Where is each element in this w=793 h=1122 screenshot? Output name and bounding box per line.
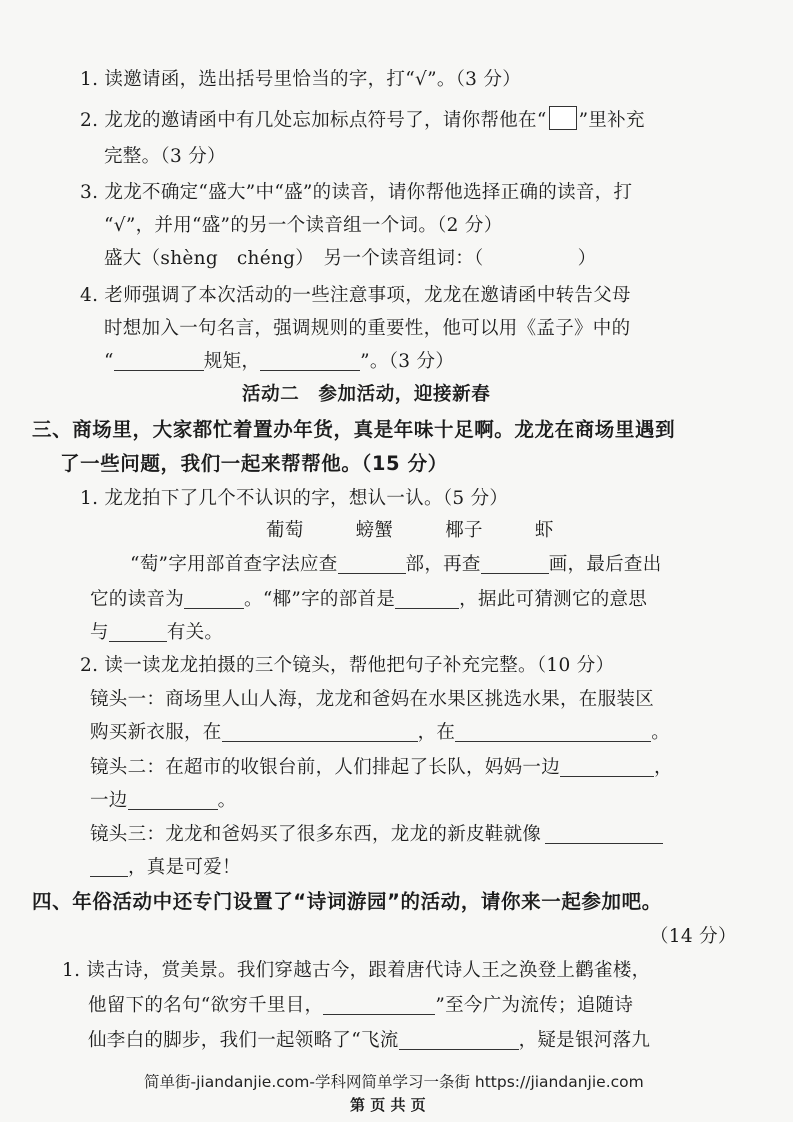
question-1-4-tail: ”。（3 分） bbox=[360, 351, 455, 372]
answer-blank[interactable] bbox=[481, 553, 549, 574]
text: ，在 bbox=[417, 722, 456, 743]
word-putao: 葡萄 bbox=[266, 520, 304, 541]
text: “萄”字用部首查字法应查 bbox=[130, 554, 338, 575]
text: 仙李白的脚步，我们一起领略了“飞流 bbox=[88, 1030, 399, 1051]
text: 。“椰”字的部首是 bbox=[244, 589, 396, 610]
punctuation-box bbox=[549, 106, 577, 130]
answer-blank[interactable] bbox=[114, 350, 204, 371]
question-1-4-line3 bbox=[104, 349, 454, 375]
shot-3-line1 bbox=[90, 822, 663, 848]
section-3-heading-line1: 三、商场里，大家都忙着置办年货，真是年味十足啊。龙龙在商场里遇到 bbox=[32, 418, 676, 441]
question-1-2-tail: ”里补充 bbox=[578, 110, 645, 131]
question-3-1: 1. 龙龙拍下了几个不认识的字，想认一认。（5 分） bbox=[80, 488, 509, 509]
answer-blank[interactable] bbox=[109, 621, 167, 642]
question-3-1-line2 bbox=[90, 587, 647, 613]
question-1-1: 1. 读邀请函，选出括号里恰当的字，打“√”。（3 分） bbox=[80, 69, 522, 90]
shot-2-line1 bbox=[90, 755, 673, 781]
answer-blank[interactable] bbox=[260, 350, 360, 371]
answer-blank[interactable] bbox=[545, 823, 663, 844]
question-1-4-mid: 规矩， bbox=[203, 351, 261, 372]
word-xia: 虾 bbox=[534, 520, 554, 541]
question-1-3-line3: 盛大（shèng chéng） 另一个读音组词：（ ） bbox=[104, 248, 597, 269]
answer-blank[interactable] bbox=[395, 588, 459, 609]
word-yezi: 椰子 bbox=[445, 520, 483, 541]
text: 镜头三：龙龙和爸妈买了很多东西，龙龙的新皮鞋就像 bbox=[90, 824, 542, 845]
text: ，真是可爱！ bbox=[128, 857, 241, 878]
answer-blank[interactable] bbox=[184, 588, 244, 609]
question-1-3-line1: 3. 龙龙不确定“盛大”中“盛”的读音，请你帮他选择正确的读音，打 bbox=[80, 182, 633, 203]
shot-3-line2 bbox=[90, 855, 241, 881]
activity-two-heading: 活动二 参加活动，迎接新春 bbox=[242, 384, 491, 405]
text: 。 bbox=[217, 790, 237, 811]
question-3-1-line3 bbox=[90, 620, 223, 646]
question-1-2-line1 bbox=[80, 106, 645, 134]
unknown-words-row bbox=[266, 518, 606, 544]
question-1-4-line1: 4. 老师强调了本次活动的一些注意事项，龙龙在邀请函中转告父母 bbox=[80, 285, 631, 306]
text: ， bbox=[654, 757, 673, 778]
page-number: 第 页 共 页 bbox=[350, 1096, 426, 1114]
text: 它的读音为 bbox=[90, 589, 185, 610]
shot-1-line1: 镜头一：商场里人山人海，龙龙和爸妈在水果区挑选水果，在服装区 bbox=[90, 689, 655, 710]
footer-watermark: 简单街-jiandanjie.com-学科网简单学习一条街 https://jiandanjie.com bbox=[144, 1073, 644, 1091]
question-3-1-line1 bbox=[130, 552, 662, 578]
question-3-2: 2. 读一读龙龙拍摄的三个镜头，帮他把句子补充完整。（10 分） bbox=[80, 655, 615, 676]
quote-open: “ bbox=[104, 351, 114, 372]
text: 有关。 bbox=[166, 622, 224, 643]
answer-blank[interactable] bbox=[338, 553, 406, 574]
text: 他留下的名句“欲穷千里目， bbox=[88, 995, 324, 1016]
question-1-4-line2: 时想加入一句名言，强调规则的重要性，他可以用《孟子》中的 bbox=[104, 318, 631, 339]
shot-1-line2 bbox=[90, 720, 670, 746]
word-pangxie: 螃蟹 bbox=[355, 520, 394, 541]
text: ，疑是银河落九 bbox=[518, 1030, 651, 1051]
text: 购买新衣服，在 bbox=[90, 722, 222, 743]
question-1-3-line2: “√”，并用“盛”的另一个读音组一个词。（2 分） bbox=[104, 215, 503, 236]
section-3-heading-line2: 了一些问题，我们一起来帮帮他。（15 分） bbox=[60, 452, 448, 475]
answer-blank[interactable] bbox=[222, 721, 418, 742]
question-1-2-text: 2. 龙龙的邀请函中有几处忘加标点符号了，请你帮他在“ bbox=[80, 110, 547, 131]
answer-blank[interactable] bbox=[323, 994, 435, 1015]
answer-blank[interactable] bbox=[399, 1029, 519, 1050]
answer-blank[interactable] bbox=[560, 756, 654, 777]
question-4-1-line1: 1. 读古诗，赏美景。我们穿越古今，跟着唐代诗人王之涣登上鹳雀楼， bbox=[62, 960, 651, 981]
text: 一边 bbox=[90, 790, 128, 811]
text: ”至今广为流传；追随诗 bbox=[435, 995, 634, 1016]
answer-blank[interactable] bbox=[90, 856, 128, 877]
question-4-1-line3 bbox=[88, 1028, 650, 1054]
answer-blank[interactable] bbox=[128, 789, 218, 810]
text: 与 bbox=[90, 622, 109, 643]
text: 画，最后查出 bbox=[548, 554, 662, 575]
text: 。 bbox=[651, 722, 671, 743]
question-4-1-line2 bbox=[88, 993, 633, 1019]
shot-2-line2 bbox=[90, 788, 236, 814]
question-1-2-line2: 完整。（3 分） bbox=[104, 146, 226, 167]
answer-blank[interactable] bbox=[455, 721, 651, 742]
text: 镜头二：在超市的收银台前，人们排起了长队，妈妈一边 bbox=[90, 757, 561, 778]
text: ，据此可猜测它的意思 bbox=[459, 589, 648, 610]
section-4-heading: 四、年俗活动中还专门设置了“诗词游园”的活动，请你来一起参加吧。 bbox=[32, 890, 662, 913]
text: 部，再查 bbox=[405, 554, 481, 575]
section-4-score: （14 分） bbox=[650, 926, 737, 947]
